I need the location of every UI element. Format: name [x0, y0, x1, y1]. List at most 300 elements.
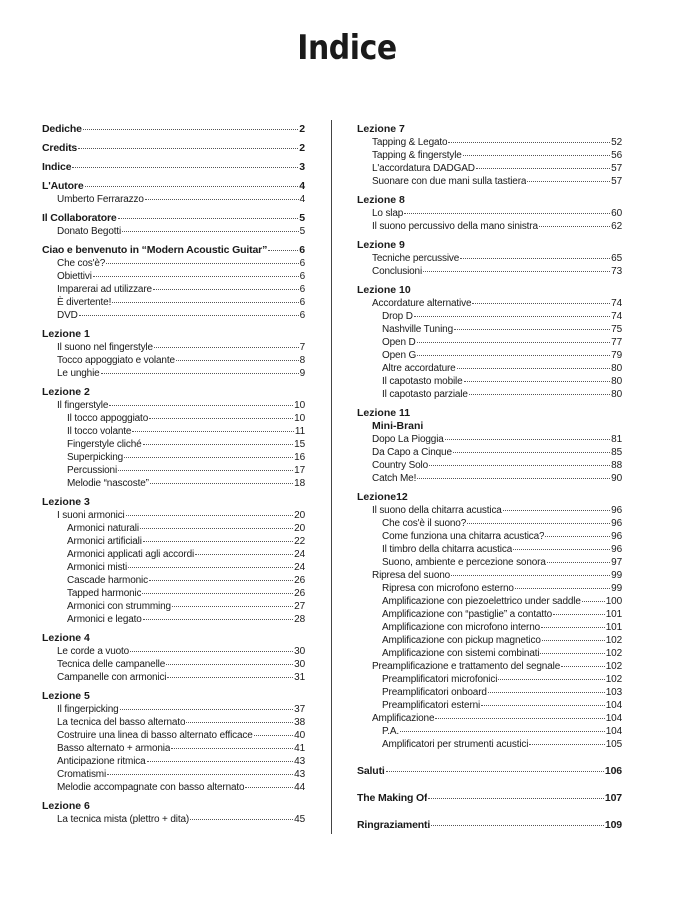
- toc-entry[interactable]: [357, 297, 622, 310]
- entry-title: Il suono della chitarra acustica: [372, 505, 502, 516]
- lesson-heading: Lezione 4: [42, 632, 90, 644]
- entry-title: DVD: [57, 310, 78, 321]
- column-divider: [331, 120, 332, 834]
- entry-title: Tapping & Legato: [372, 137, 448, 148]
- toc-entry[interactable]: [357, 472, 622, 485]
- entry-page-number: 80: [611, 376, 622, 387]
- dot-leader: [149, 580, 293, 581]
- dot-leader: [122, 231, 299, 232]
- toc-entry[interactable]: [357, 608, 622, 621]
- toc-entry[interactable]: [42, 341, 305, 354]
- toc-entry[interactable]: [42, 257, 305, 270]
- entry-page-number: 6: [299, 258, 305, 269]
- toc-entry[interactable]: [42, 768, 305, 781]
- toc-section-entry[interactable]: [42, 142, 305, 155]
- entry-title: Cromatismi: [57, 769, 107, 780]
- entry-title: Il timbro della chitarra acustica: [382, 544, 513, 555]
- entry-title: Amplificazione con sistemi combinati: [382, 648, 540, 659]
- entry-page-number: 100: [605, 596, 622, 607]
- dot-leader: [428, 798, 604, 799]
- entry-title: Donato Begotti: [57, 226, 122, 237]
- dot-leader: [453, 452, 610, 453]
- entry-page-number: 5: [299, 212, 305, 224]
- toc-entry[interactable]: [42, 548, 305, 561]
- dot-leader: [429, 465, 610, 466]
- entry-title: P.A.: [382, 726, 400, 737]
- entry-title: Costruire una linea di basso alternato efficace: [57, 730, 253, 741]
- toc-entry[interactable]: [357, 323, 622, 336]
- dot-leader: [460, 258, 610, 259]
- entry-title: Preamplificatori microfonici: [382, 674, 498, 685]
- entry-title: L'Autore: [42, 180, 84, 192]
- entry-page-number: 30: [294, 646, 305, 657]
- lesson-heading: Lezione 1: [42, 328, 90, 340]
- toc-entry[interactable]: [42, 412, 305, 425]
- entry-page-number: 31: [294, 672, 305, 683]
- lesson-heading: Lezione 2: [42, 386, 90, 398]
- dot-leader: [109, 405, 293, 406]
- entry-title: Tecnica delle campanelle: [57, 659, 166, 670]
- entry-title: Lo slap: [372, 208, 404, 219]
- entry-title: Accordature alternative: [372, 298, 472, 309]
- toc-entry[interactable]: [357, 582, 622, 595]
- entry-page-number: 38: [294, 717, 305, 728]
- entry-page-number: 24: [294, 549, 305, 560]
- entry-title: Fingerstyle cliché: [67, 439, 142, 450]
- entry-title: Il suono nel fingerstyle: [57, 342, 153, 353]
- toc-entry[interactable]: [357, 543, 622, 556]
- toc-entry[interactable]: [357, 634, 622, 647]
- entry-page-number: 3: [299, 161, 305, 173]
- toc-section-entry[interactable]: [42, 180, 305, 193]
- dot-leader: [142, 593, 293, 594]
- entry-title: Dopo La Pioggia: [372, 434, 444, 445]
- lesson-heading: Lezione 8: [357, 194, 405, 206]
- lesson-heading: Lezione 7: [357, 123, 405, 135]
- entry-title: Le unghie: [57, 368, 100, 379]
- dot-leader: [93, 276, 299, 277]
- entry-title: Preamplificatori onboard: [382, 687, 487, 698]
- lesson-heading: Lezione 11: [357, 407, 411, 419]
- entry-title: The Making Of: [357, 792, 428, 804]
- toc-entry[interactable]: [357, 162, 622, 175]
- lesson-heading: Lezione 10: [357, 284, 411, 296]
- toc-entry[interactable]: [42, 587, 305, 600]
- toc-entry[interactable]: [357, 647, 622, 660]
- entry-title: Superpicking: [67, 452, 124, 463]
- toc-entry[interactable]: [42, 283, 305, 296]
- dot-leader: [542, 640, 605, 641]
- entry-title: Ripresa del suono: [372, 570, 451, 581]
- entry-title: Umberto Ferrarazzo: [57, 194, 144, 205]
- entry-title: Campanelle con armonici: [57, 672, 167, 683]
- toc-entry[interactable]: [42, 309, 305, 322]
- toc-entry[interactable]: [357, 433, 622, 446]
- toc-entry[interactable]: [42, 574, 305, 587]
- toc-entry[interactable]: [42, 451, 305, 464]
- dot-leader: [545, 536, 610, 537]
- toc-entry[interactable]: [357, 712, 622, 725]
- entry-page-number: 16: [294, 452, 305, 463]
- dot-leader: [120, 709, 294, 710]
- entry-title: Suonare con due mani sulla tastiera: [372, 176, 527, 187]
- entry-page-number: 99: [611, 570, 622, 581]
- entry-page-number: 15: [294, 439, 305, 450]
- toc-entry[interactable]: [42, 561, 305, 574]
- toc-entry[interactable]: [42, 464, 305, 477]
- dot-leader: [112, 302, 298, 303]
- entry-page-number: 5: [299, 226, 305, 237]
- entry-page-number: 103: [605, 687, 622, 698]
- dot-leader: [150, 483, 293, 484]
- entry-title: Il capotasto parziale: [382, 389, 468, 400]
- toc-entry[interactable]: [42, 742, 305, 755]
- entry-title: Come funziona una chitarra acustica?: [382, 531, 545, 542]
- toc-entry[interactable]: [357, 265, 622, 278]
- spacer: [357, 778, 622, 792]
- entry-title: Suono, ambiente e percezione sonora: [382, 557, 546, 568]
- toc-section-entry[interactable]: [42, 161, 305, 174]
- entry-page-number: 102: [605, 635, 622, 646]
- toc-column-right: [357, 123, 622, 832]
- entry-title: Open G: [382, 350, 417, 361]
- entry-title: Tocco appoggiato e volante: [57, 355, 175, 366]
- dot-leader: [195, 554, 293, 555]
- dot-leader: [414, 316, 610, 317]
- entry-title: Il Collaboratore: [42, 212, 117, 224]
- dot-leader: [78, 148, 298, 149]
- entry-title: Melodie “nascoste”: [67, 478, 149, 489]
- dot-leader: [529, 744, 604, 745]
- dot-leader: [582, 601, 605, 602]
- entry-title: Il tocco appoggiato: [67, 413, 149, 424]
- dot-leader: [72, 167, 298, 168]
- entry-title: Nashville Tuning: [382, 324, 453, 335]
- entry-title: Che cos'è?: [57, 258, 106, 269]
- entry-page-number: 20: [294, 523, 305, 534]
- entry-title: La tecnica mista (plettro + dita): [57, 814, 190, 825]
- dot-leader: [118, 218, 299, 219]
- dot-leader: [431, 825, 604, 826]
- entry-title: Ciao e benvenuto in “Modern Acoustic Guitar”: [42, 244, 268, 256]
- lesson-heading: Lezione12: [357, 491, 408, 503]
- dot-leader: [435, 718, 604, 719]
- dot-leader: [149, 418, 293, 419]
- toc-entry[interactable]: [42, 781, 305, 794]
- entry-title: Armonici artificiali: [67, 536, 142, 547]
- dot-leader: [147, 761, 294, 762]
- toc-entry[interactable]: [357, 207, 622, 220]
- entry-page-number: 6: [299, 271, 305, 282]
- entry-page-number: 30: [294, 659, 305, 670]
- toc-entry[interactable]: [42, 509, 305, 522]
- dot-leader: [547, 562, 610, 563]
- entry-page-number: 96: [611, 531, 622, 542]
- toc-entry[interactable]: [357, 136, 622, 149]
- entry-page-number: 44: [294, 782, 305, 793]
- lesson-heading: Lezione 3: [42, 496, 90, 508]
- dot-leader: [167, 677, 293, 678]
- toc-entry[interactable]: [42, 645, 305, 658]
- toc-entry[interactable]: [42, 716, 305, 729]
- toc-entry[interactable]: [357, 595, 622, 608]
- entry-page-number: 96: [611, 518, 622, 529]
- entry-page-number: 57: [611, 163, 622, 174]
- entry-title: Da Capo a Cinque: [372, 447, 452, 458]
- toc-entry[interactable]: [42, 600, 305, 613]
- entry-page-number: 56: [611, 150, 622, 161]
- entry-title: Percussioni: [67, 465, 118, 476]
- dot-leader: [130, 651, 293, 652]
- entry-page-number: 40: [294, 730, 305, 741]
- dot-leader: [417, 342, 611, 343]
- entry-page-number: 106: [604, 765, 622, 777]
- entry-page-number: 88: [611, 460, 622, 471]
- toc-entry[interactable]: [42, 296, 305, 309]
- dot-leader: [254, 735, 294, 736]
- entry-page-number: 2: [299, 142, 305, 154]
- dot-leader: [132, 431, 294, 432]
- dot-leader: [464, 381, 611, 382]
- toc-entry[interactable]: [42, 193, 305, 206]
- dot-leader: [83, 129, 299, 130]
- entry-title: Che cos'è il suono?: [382, 518, 467, 529]
- entry-page-number: 11: [294, 426, 305, 437]
- entry-page-number: 74: [611, 298, 622, 309]
- dot-leader: [124, 457, 293, 458]
- entry-title: Le corde a vuoto: [57, 646, 130, 657]
- dot-leader: [154, 347, 299, 348]
- entry-page-number: 102: [605, 661, 622, 672]
- toc-entry[interactable]: [357, 149, 622, 162]
- toc-section-entry[interactable]: [357, 792, 622, 805]
- toc-entry[interactable]: [357, 349, 622, 362]
- toc-entry[interactable]: [42, 477, 305, 490]
- entry-title: Amplificazione con piezoelettrico under saddle: [382, 596, 581, 607]
- toc-entry[interactable]: [357, 336, 622, 349]
- toc-entry[interactable]: [357, 621, 622, 634]
- dot-leader: [423, 271, 610, 272]
- dot-leader: [404, 213, 610, 214]
- toc-entry[interactable]: [357, 673, 622, 686]
- entry-page-number: 99: [611, 583, 622, 594]
- dot-leader: [143, 444, 294, 445]
- spacer: [357, 751, 622, 765]
- entry-title: Preamplificatori esterni: [382, 700, 481, 711]
- dot-leader: [128, 567, 293, 568]
- entry-title: Armonici e legato: [67, 614, 142, 625]
- entry-page-number: 102: [605, 674, 622, 685]
- dot-leader: [172, 606, 293, 607]
- entry-page-number: 65: [611, 253, 622, 264]
- toc-entry[interactable]: [42, 270, 305, 283]
- dot-leader: [454, 329, 610, 330]
- entry-page-number: 4: [299, 194, 305, 205]
- toc-entry[interactable]: [42, 535, 305, 548]
- toc-entry[interactable]: [357, 175, 622, 188]
- entry-title: Armonici misti: [67, 562, 128, 573]
- entry-title: La tecnica del basso alternato: [57, 717, 186, 728]
- toc-entry[interactable]: [357, 459, 622, 472]
- entry-title: Conclusioni: [372, 266, 423, 277]
- toc-entry[interactable]: [357, 504, 622, 517]
- dot-leader: [143, 541, 293, 542]
- dot-leader: [451, 575, 610, 576]
- entry-page-number: 57: [611, 176, 622, 187]
- dot-leader: [513, 549, 610, 550]
- entry-page-number: 102: [605, 648, 622, 659]
- entry-title: È divertente!: [57, 297, 112, 308]
- dot-leader: [472, 303, 610, 304]
- dot-leader: [101, 373, 299, 374]
- entry-page-number: 6: [299, 284, 305, 295]
- dot-leader: [476, 168, 610, 169]
- entry-page-number: 6: [299, 310, 305, 321]
- entry-page-number: 77: [611, 337, 622, 348]
- toc-entry[interactable]: [357, 252, 622, 265]
- dot-leader: [463, 155, 610, 156]
- dot-leader: [561, 666, 605, 667]
- entry-page-number: 81: [611, 434, 622, 445]
- entry-page-number: 41: [294, 743, 305, 754]
- toc-entry[interactable]: [357, 517, 622, 530]
- entry-page-number: 101: [605, 609, 622, 620]
- dot-leader: [541, 627, 605, 628]
- toc-entry[interactable]: [357, 362, 622, 375]
- toc-entry[interactable]: [42, 755, 305, 768]
- entry-page-number: 37: [294, 704, 305, 715]
- entry-page-number: 104: [605, 700, 622, 711]
- dot-leader: [85, 186, 299, 187]
- entry-title: Armonici naturali: [67, 523, 139, 534]
- entry-page-number: 80: [611, 363, 622, 374]
- toc-entry[interactable]: [42, 813, 305, 826]
- dot-leader: [386, 771, 604, 772]
- entry-page-number: 75: [611, 324, 622, 335]
- entry-page-number: 109: [604, 819, 622, 831]
- toc-entry[interactable]: [42, 522, 305, 535]
- toc-entry[interactable]: [357, 375, 622, 388]
- entry-title: Dediche: [42, 123, 82, 135]
- toc-entry[interactable]: [357, 556, 622, 569]
- toc-entry[interactable]: [357, 388, 622, 401]
- toc-entry[interactable]: [42, 399, 305, 412]
- toc-section-entry[interactable]: [357, 819, 622, 832]
- toc-section-entry[interactable]: [42, 244, 305, 257]
- entry-page-number: 96: [611, 505, 622, 516]
- entry-title: Il tocco volante: [67, 426, 132, 437]
- entry-title: Obiettivi: [57, 271, 92, 282]
- dot-leader: [79, 315, 299, 316]
- dot-leader: [143, 619, 293, 620]
- entry-page-number: 90: [611, 473, 622, 484]
- dot-leader: [171, 748, 293, 749]
- entry-page-number: 20: [294, 510, 305, 521]
- entry-title: Credits: [42, 142, 78, 154]
- toc-entry[interactable]: [357, 686, 622, 699]
- toc-section-entry[interactable]: [42, 212, 305, 225]
- entry-page-number: 8: [299, 355, 305, 366]
- entry-title: Imparerai ad utilizzare: [57, 284, 152, 295]
- entry-page-number: 7: [299, 342, 305, 353]
- toc-entry[interactable]: [42, 367, 305, 380]
- entry-title: Basso alternato + armonia: [57, 743, 171, 754]
- toc-section-entry[interactable]: [357, 765, 622, 778]
- toc-entry[interactable]: [42, 729, 305, 742]
- dot-leader: [400, 731, 605, 732]
- dot-leader: [498, 679, 604, 680]
- toc-entry[interactable]: [357, 446, 622, 459]
- entry-page-number: 101: [605, 622, 622, 633]
- toc-entry[interactable]: [357, 220, 622, 233]
- entry-page-number: 52: [611, 137, 622, 148]
- dot-leader: [176, 360, 299, 361]
- dot-leader: [503, 510, 610, 511]
- entry-page-number: 62: [611, 221, 622, 232]
- toc-entry[interactable]: [357, 569, 622, 582]
- entry-page-number: 60: [611, 208, 622, 219]
- entry-page-number: 105: [605, 739, 622, 750]
- toc-entry[interactable]: [357, 660, 622, 673]
- entry-page-number: 27: [294, 601, 305, 612]
- entry-page-number: 97: [611, 557, 622, 568]
- entry-page-number: 43: [294, 769, 305, 780]
- dot-leader: [153, 289, 299, 290]
- dot-leader: [469, 394, 610, 395]
- toc-entry[interactable]: [42, 225, 305, 238]
- toc-section-entry[interactable]: [42, 123, 305, 136]
- entry-title: Amplificatori per strumenti acustici: [382, 739, 529, 750]
- entry-title: I suoni armonici: [57, 510, 125, 521]
- entry-page-number: 10: [294, 400, 305, 411]
- toc-entry[interactable]: [357, 699, 622, 712]
- toc-entry[interactable]: [42, 425, 305, 438]
- toc-entry[interactable]: [42, 658, 305, 671]
- dot-leader: [126, 515, 294, 516]
- dot-leader: [186, 722, 293, 723]
- entry-title: Amplificazione: [372, 713, 435, 724]
- dot-leader: [448, 142, 610, 143]
- toc-entry[interactable]: [42, 613, 305, 626]
- entry-title: Armonici con strumming: [67, 601, 171, 612]
- toc-entry[interactable]: [357, 738, 622, 751]
- entry-title: Ripresa con microfono esterno: [382, 583, 514, 594]
- dot-leader: [488, 692, 605, 693]
- dot-leader: [467, 523, 610, 524]
- dot-leader: [140, 528, 293, 529]
- dot-leader: [268, 250, 298, 251]
- toc-entry[interactable]: [42, 703, 305, 716]
- entry-page-number: 22: [294, 536, 305, 547]
- dot-leader: [445, 439, 610, 440]
- toc-column-left: [42, 123, 305, 826]
- toc-entry[interactable]: [42, 438, 305, 451]
- entry-page-number: 18: [294, 478, 305, 489]
- dot-leader: [107, 774, 293, 775]
- entry-title: Amplificazione con “pastiglie” a contatto: [382, 609, 553, 620]
- toc-entry[interactable]: [357, 530, 622, 543]
- toc-entry[interactable]: [42, 354, 305, 367]
- toc-entry[interactable]: [42, 671, 305, 684]
- toc-entry[interactable]: [357, 310, 622, 323]
- entry-title: Indice: [42, 161, 72, 173]
- entry-page-number: 28: [294, 614, 305, 625]
- toc-entry[interactable]: [357, 725, 622, 738]
- entry-title: Ringraziamenti: [357, 819, 431, 831]
- dot-leader: [106, 263, 298, 264]
- entry-page-number: 17: [294, 465, 305, 476]
- lesson-heading: Lezione 5: [42, 690, 90, 702]
